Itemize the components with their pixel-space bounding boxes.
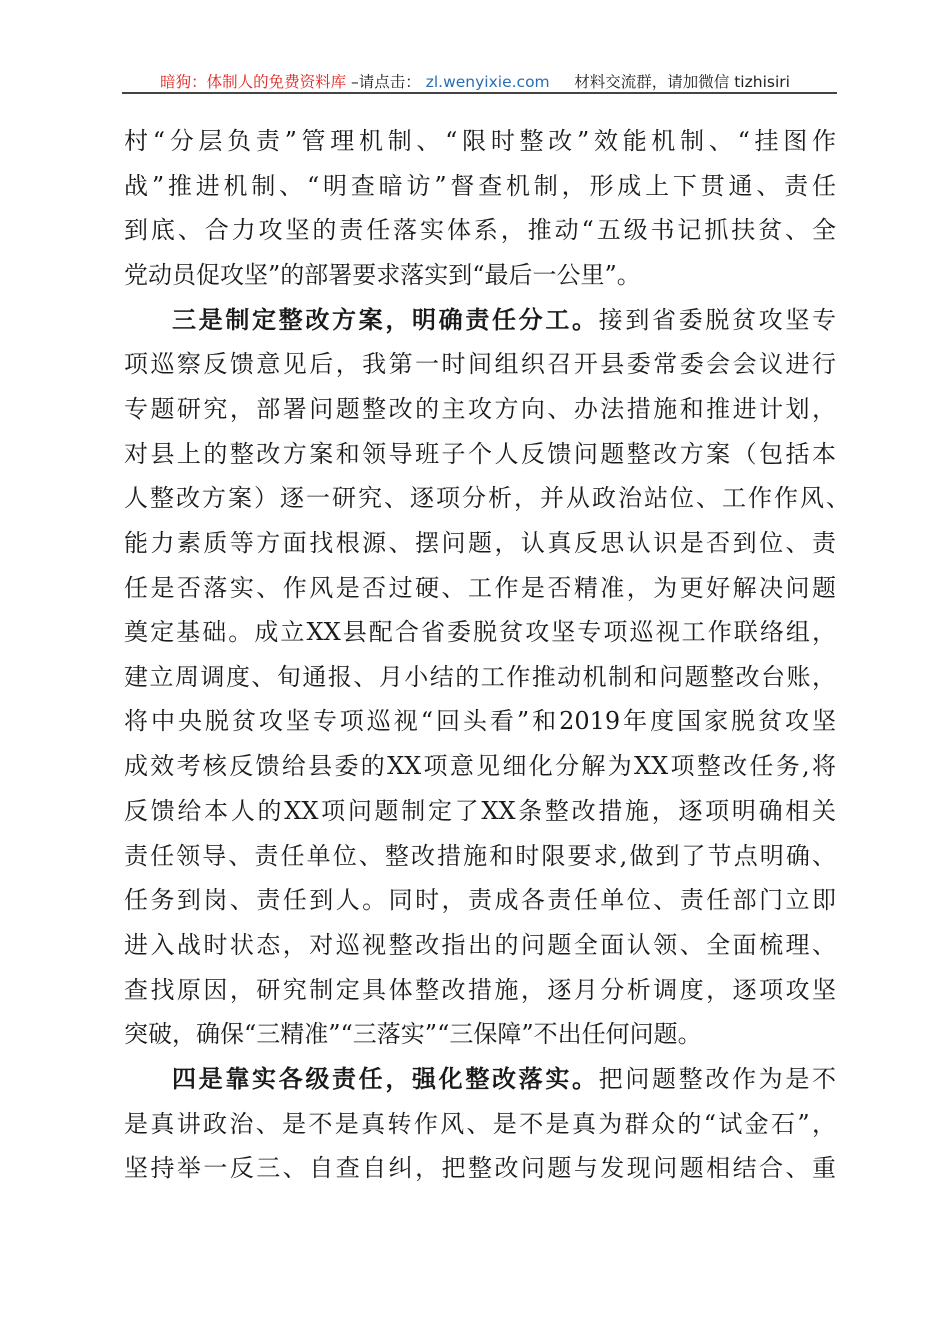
paragraph-heading-line [172,1062,836,1096]
header-cta: –请点击： [351,73,421,91]
header-divider [122,92,837,94]
header-brand: 暗狗：体制人的免费资料库 [160,73,347,91]
text-line: 反馈给本人的XX项问题制定了XX条整改措施，逐项明确相关 [124,797,836,825]
text-line: 人整改方案）逐一研究、逐项分析，并从政治站位、工作作风、 [124,484,850,512]
text-line: 专题研究，部署问题整改的主攻方向、办法措施和推进计划， [124,395,836,423]
text-line: 突破，确保“三精准”“三落实”“三保障”不出任何问题。 [124,1020,702,1048]
paragraph-heading: 四是靠实各级责任，强化整改落实。 [172,1064,599,1093]
text-line: 村“分层负责”管理机制、“限时整改”效能机制、“挂图作 [124,127,836,155]
text-line: 任务到岗、责任到人。同时，责成各责任单位、责任部门立即 [124,886,836,914]
text-line: 到底、合力攻坚的责任落实体系，推动“五级书记抓扶贫、全 [124,216,836,244]
text-line: 奠定基础。成立XX县配合省委脱贫攻坚专项巡视工作联络组， [124,618,836,646]
header-group-info: 材料交流群，请加微信 tizhisiri [574,73,790,91]
text-line: 党动员促攻坚”的部署要求落实到“最后一公里”。 [124,261,641,289]
text-line: 查找原因，研究制定具体整改措施，逐月分析调度，逐项攻坚 [124,976,836,1004]
text-line: 战”推进机制、“明查暗访”督查机制，形成上下贯通、责任 [124,172,836,200]
paragraph-heading: 三是制定整改方案，明确责任分工。 [172,305,599,334]
text-line: 能力素质等方面找根源、摆问题，认真反思认识是否到位、责 [124,529,836,557]
text-line: 项巡察反馈意见后，我第一时间组织召开县委常委会会议进行 [124,350,836,378]
page-header [0,70,950,92]
text-line: 建立周调度、旬通报、月小结的工作推动机制和问题整改台账， [124,663,836,691]
text-line: 成效考核反馈给县委的XX项意见细化分解为XX项整改任务,将 [124,752,836,780]
text-line: 责任领导、责任单位、整改措施和时限要求,做到了节点明确、 [124,842,836,870]
text-segment: 接到省委脱贫攻坚专 [598,306,837,334]
header-link[interactable]: zl.wenyixie.com [425,73,550,91]
text-segment: 把问题整改作为是不 [598,1065,837,1093]
text-line: 任是否落实、作风是否过硬、工作是否精准，为更好解决问题 [124,574,836,602]
text-line: 进入战时状态，对巡视整改指出的问题全面认领、全面梳理、 [124,931,836,959]
text-line: 将中央脱贫攻坚专项巡视“回头看”和2019年度国家脱贫攻坚 [124,707,836,735]
text-line: 是真讲政治、是不是真转作风、是不是真为群众的“试金石”， [124,1110,836,1138]
paragraph-heading-line [172,303,836,337]
text-line: 坚持举一反三、自查自纠，把整改问题与发现问题相结合、重 [124,1154,836,1182]
text-line: 对县上的整改方案和领导班子个人反馈问题整改方案（包括本 [124,440,836,468]
